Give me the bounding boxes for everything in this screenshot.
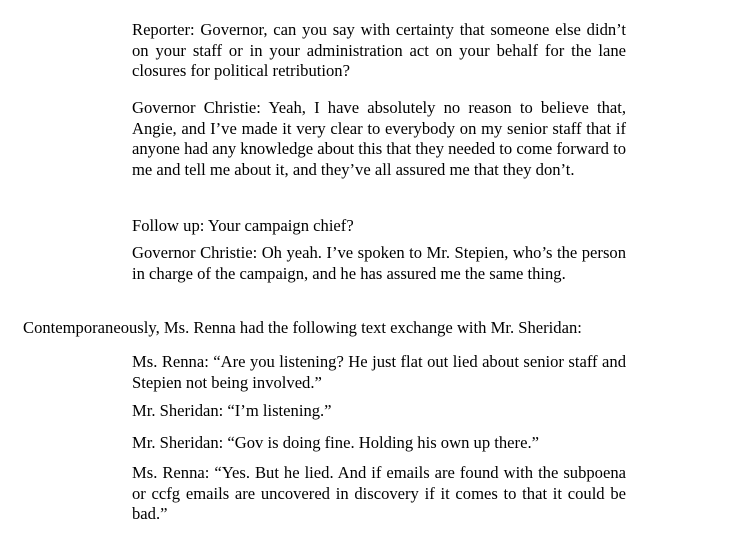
- text-message-renna-1: Ms. Renna: “Are you listening? He just flat out lied about senior staff and Stepien not being involved.”: [132, 352, 626, 392]
- christie-answer: Governor Christie: Yeah, I have absolutely no reason to believe that, Angie, and I’ve made it very clear to everybody on my senior staff that if anyone had any knowledge about this that they needed to come forward to me and tell me about it, and they’ve all assured me that they don’t.: [132, 98, 626, 179]
- follow-up-question: Follow up: Your campaign chief?: [132, 216, 354, 235]
- text-message-sheridan-2: Mr. Sheridan: “Gov is doing fine. Holding his own up there.”: [132, 433, 539, 452]
- text-message-sheridan-1: Mr. Sheridan: “I’m listening.”: [132, 401, 332, 420]
- reporter-question: Reporter: Governor, can you say with certainty that someone else didn’t on your staff or in your administration act on your behalf for the lane closures for political retribution?: [132, 20, 626, 81]
- narration-paragraph: Contemporaneously, Ms. Renna had the following text exchange with Mr. Sheridan:: [23, 318, 582, 337]
- text-message-renna-2: Ms. Renna: “Yes. But he lied. And if emails are found with the subpoena or ccfg emails are uncovered in discovery if it comes to that it could be bad.”: [132, 463, 626, 524]
- christie-follow-up-answer: Governor Christie: Oh yeah. I’ve spoken to Mr. Stepien, who’s the person in charge of the campaign, and he has assured me the same thing.: [132, 243, 626, 283]
